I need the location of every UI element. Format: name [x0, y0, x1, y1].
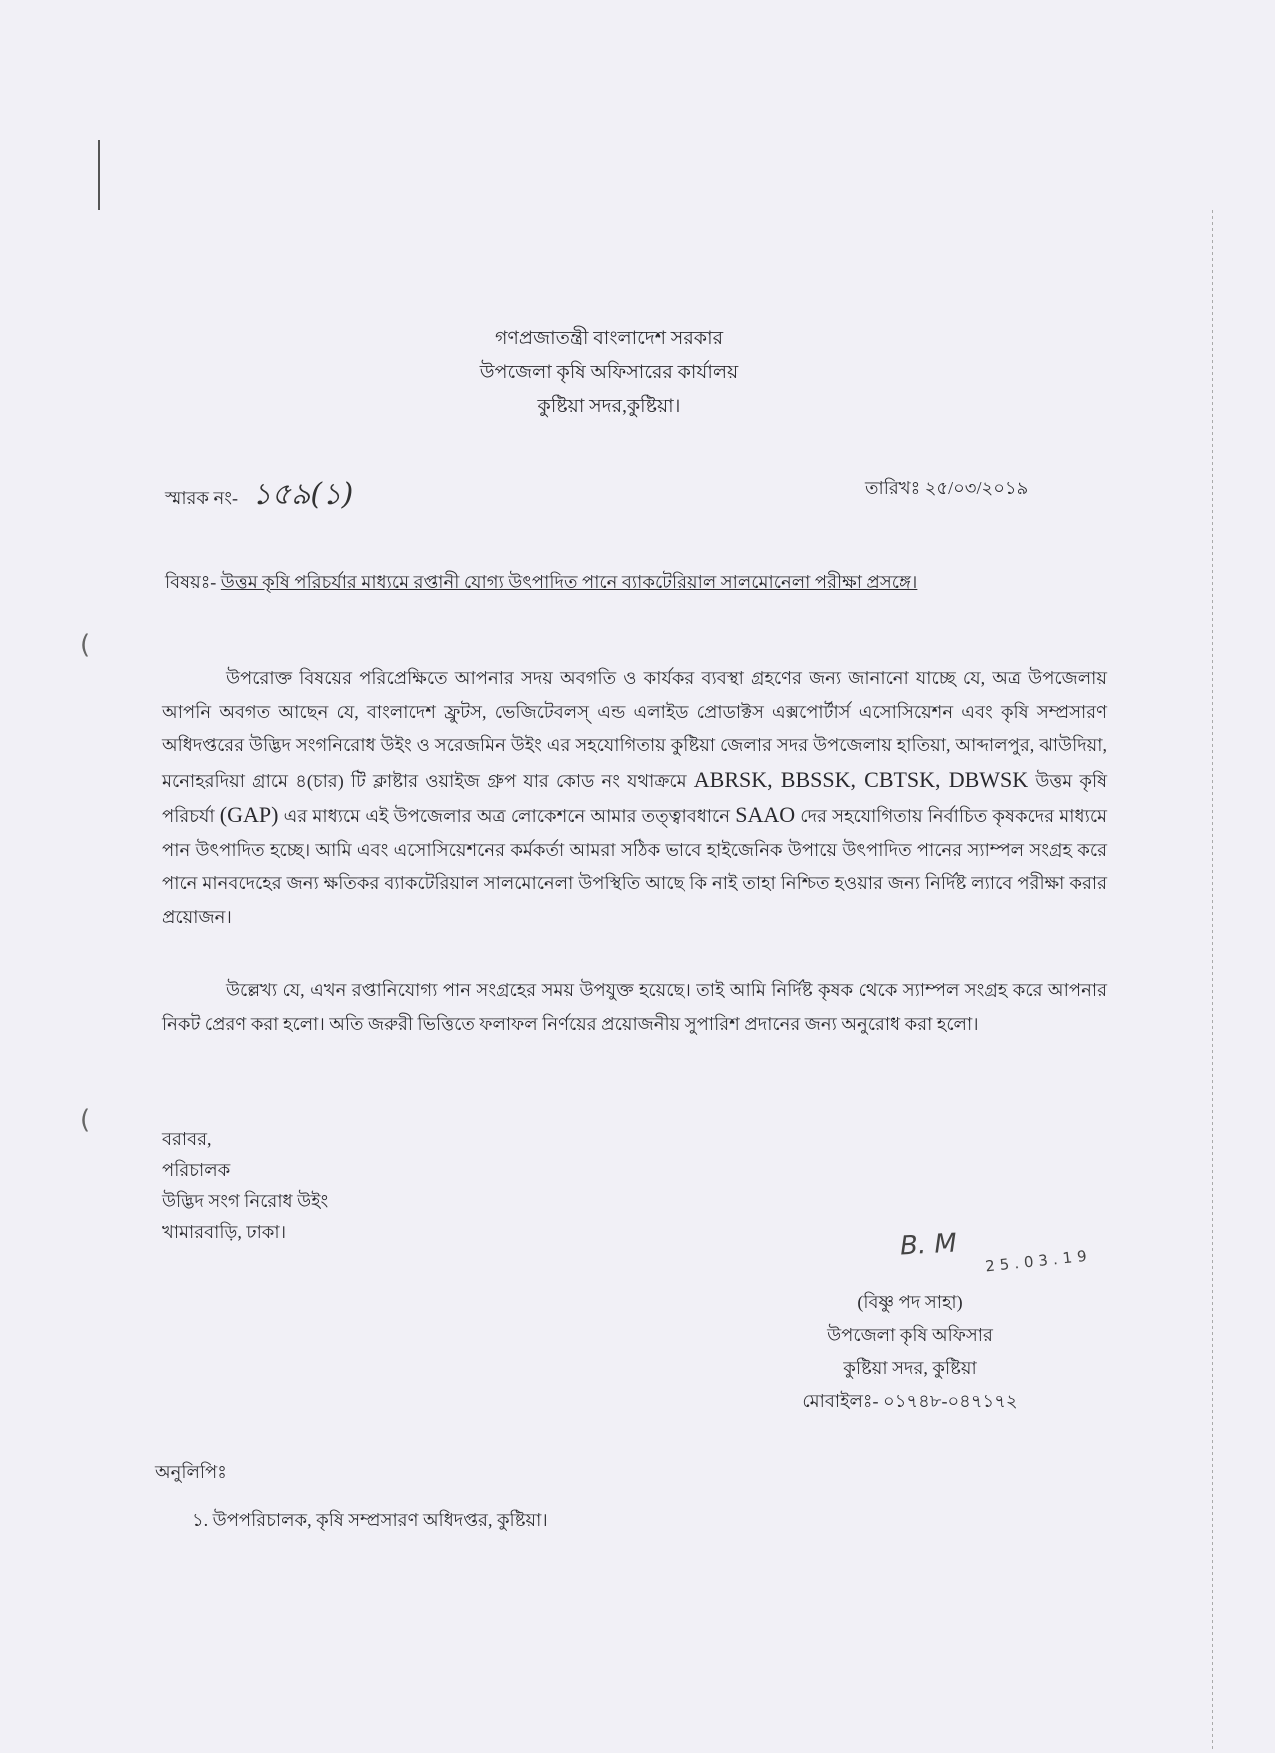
- letterhead-office: উপজেলা কৃষি অফিসারের কার্যালয়: [479, 362, 739, 383]
- recipient-location: খামারবাড়ি, ঢাকা।: [162, 1222, 287, 1242]
- handwritten-signature: B. M: [899, 1228, 958, 1262]
- signatory-mobile: মোবাইলঃ- ০১৭৪৮-০৪৭১৭২: [802, 1391, 1018, 1411]
- gap-abbr: (GAP): [219, 802, 279, 827]
- cluster-codes: ABRSK, BBSSK, CBTSK, DBWSK: [693, 766, 1029, 792]
- letter-date: তারিখঃ ২৫/০৩/২০১৯: [865, 478, 1029, 498]
- subject-label: বিষয়ঃ-: [165, 572, 217, 592]
- body-text: উত্তম কৃষি পরিচর্যা: [162, 770, 1108, 826]
- subject-text: উত্তম কৃষি পরিচর্যার মাধ্যমে রপ্তানী যোগ্য উৎপাদিত পানে ব্যাকটেরিয়াল সালমোনেলা পরীক্ষা প্রসঙ্গে।: [220, 572, 918, 592]
- recipient-title: পরিচালক: [162, 1160, 231, 1180]
- signatory-designation: উপজেলা কৃষি অফিসার: [827, 1325, 993, 1345]
- saao-abbr: SAAO: [735, 802, 796, 827]
- handwritten-signature-date: 25.03.19: [984, 1246, 1093, 1276]
- punch-hole-mark: (: [80, 630, 91, 660]
- copy-item: ১. উপপরিচালক, কৃষি সম্প্রসারণ অধিদপ্তর, কুষ্টিয়া।: [192, 1510, 548, 1530]
- memo-number-handwritten: ১৫৯(১): [252, 477, 354, 512]
- scan-margin-mark: [98, 140, 100, 210]
- body-paragraph-1: [162, 662, 1107, 934]
- letterhead-location: কুষ্টিয়া সদর,কুষ্টিয়া।: [537, 396, 681, 417]
- recipient-address: [162, 1124, 328, 1248]
- body-text: উপরোক্ত বিষয়ের পরিপ্রেক্ষিতে আপনার সদয় অবগতি ও কার্যকর ব্যবস্থা গ্রহণের জন্য জানানো যাচ্ছে যে, অত্র উপজেলায় আপনি অবগত আছেন যে, বাংলাদেশ ফ্রুটস, ভেজিটেবলস্ এন্ড এলাইড প্রোডাক্টস এক্সপোর্টার্স এসোসিয়েশন এবং কৃষি সম্প্রসারণ অধিদপ্তরের উদ্ভিদ সংগনিরোধ উইং ও সরেজমিন উইং এর সহযোগিতায় কুষ্টিয়া জেলার সদর উপজেলায় হাতিয়া, আব্দালপুর, ঝাউদিয়া, মনোহরদিয়া গ্রামে ৪(চার) টি ক্লাষ্টার ওয়াইজ গ্রুপ যার কোড নং যথাক্রমে: [162, 668, 1107, 791]
- body-text: দের সহযোগিতায় নির্বাচিত কৃষকদের মাধ্যমে পান উৎপাদিত হচ্ছে। আমি এবং এসোসিয়েশনের কর্মকর্তা আমরা সঠিক ভাবে হাইজেনিক উপায়ে উৎপাদিত পানের স্যাম্পল সংগ্রহ করে পানে মানবদেহের জন্য ক্ষতিকর ব্যাকটেরিয়াল সালমোনেলা উপস্থিতি আছে কি নাই তাহা নিশ্চিত হওয়ার জন্য নির্দিষ্ট ল্যাবে পরীক্ষা করার প্রয়োজন।: [162, 806, 1108, 927]
- letterhead: [0, 322, 1218, 424]
- letterhead-government: গণপ্রজাতন্ত্রী বাংলাদেশ সরকার: [494, 328, 724, 349]
- scan-edge-line: [1212, 210, 1213, 1750]
- subject-line: [165, 568, 917, 599]
- memo-number: [165, 470, 353, 521]
- memo-label: স্মারক নং-: [165, 488, 239, 508]
- body-paragraph-2: উল্লেখ্য যে, এখন রপ্তানিযোগ্য পান সংগ্রহের সময় উপযুক্ত হয়েছে। তাই আমি নির্দিষ্ট কৃষক থেকে স্যাম্পল সংগ্রহ করে আপনার নিকট প্রেরণ করা হলো। অতি জরুরী ভিত্তিতে ফলাফল নির্ণয়ের প্রয়োজনীয় সুপারিশ প্রদানের জন্য অনুরোধ করা হলো।: [162, 980, 1107, 1034]
- signature-block: [760, 1286, 1060, 1418]
- signatory-name: (বিষ্ণু পদ সাহা): [857, 1292, 963, 1312]
- recipient-department: উদ্ভিদ সংগ নিরোধ উইং: [162, 1191, 329, 1211]
- signatory-office: কুষ্টিয়া সদর, কুষ্টিয়া: [843, 1358, 977, 1378]
- copy-label: অনুলিপিঃ: [155, 1462, 227, 1482]
- recipient-salutation: বরাবর,: [162, 1129, 212, 1149]
- body-text: এর মাধ্যমে এই উপজেলার অত্র লোকেশনে আমার তত্ত্বাবধানে: [283, 806, 731, 826]
- punch-hole-mark: (: [80, 1105, 91, 1135]
